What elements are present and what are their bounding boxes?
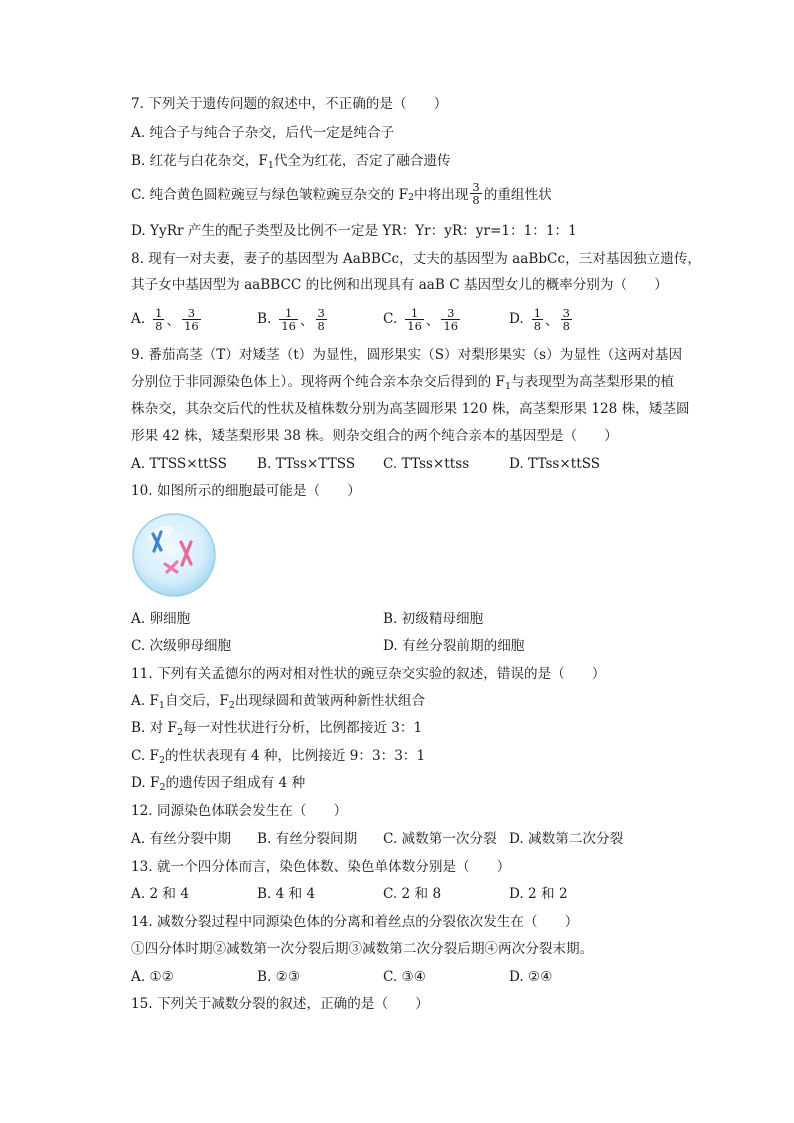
q11-a-subscript-2: 2 bbox=[228, 700, 235, 711]
q9-stem-line1: 9. 番茄高茎（T）对矮茎（t）为显性，圆形果实（S）对梨形果实（s）为显性（这两对基因 bbox=[131, 347, 683, 363]
q13-option-d: D. 2 和 2 bbox=[509, 886, 568, 902]
q13-stem: 13. 就一个四分体而言，染色体数、染色单体数分别是（ ） bbox=[131, 859, 511, 875]
q14-option-d: D. ②④ bbox=[509, 969, 553, 985]
q9-line2-text-rest: 与表现型为高茎梨形果的植 bbox=[511, 374, 675, 390]
q11-option-a bbox=[131, 692, 425, 715]
separator: 、 bbox=[425, 313, 440, 329]
cell-illustration bbox=[131, 512, 217, 598]
cell-figure bbox=[131, 512, 217, 598]
q7-option-d: D. YyRr 产生的配子类型及比例不一定是 YR：Yr：yR：yr=1：1：1：1 bbox=[131, 223, 577, 239]
q10-option-a: A. 卵细胞 bbox=[131, 611, 191, 627]
q11-c-text-rest: 的性状表现有 4 种，比例接近 9：3：3：1 bbox=[165, 748, 426, 764]
q13-option-c: C. 2 和 8 bbox=[383, 886, 442, 902]
fraction bbox=[405, 307, 424, 332]
q9-option-d: D. TTss×ttSS bbox=[509, 456, 601, 472]
q11-a-text: A. F bbox=[131, 693, 159, 709]
cell-membrane bbox=[133, 514, 215, 596]
option-label: D. bbox=[509, 311, 524, 327]
q11-b-text-rest: 每一对性状进行分析，比例都接近 3：1 bbox=[183, 720, 423, 736]
q10-option-d: D. 有丝分裂前期的细胞 bbox=[383, 638, 525, 654]
q11-c-subscript: 2 bbox=[159, 755, 166, 766]
q11-b-subscript: 2 bbox=[176, 727, 184, 738]
fraction bbox=[532, 307, 543, 332]
q7-c-text-mid: 中将出现 bbox=[414, 187, 469, 203]
q7-c-text-rest: 的重组性状 bbox=[483, 187, 552, 203]
option-label: A. bbox=[131, 311, 146, 327]
fraction-numerator: 3 bbox=[562, 305, 570, 320]
q11-a-text-mid: 自交后，F bbox=[164, 693, 229, 709]
q9-stem-line4: 形果 42 株，矮茎梨形果 38 株。则杂交组合的两个纯合亲本的基因型是（ ） bbox=[131, 428, 618, 444]
q12-option-c: C. 减数第一次分裂 bbox=[383, 831, 497, 847]
q12-stem: 12. 同源染色体联会发生在（ ） bbox=[131, 803, 348, 819]
q11-option-d bbox=[131, 774, 305, 797]
fraction-denominator: 16 bbox=[407, 318, 422, 333]
q7-c-subscript: 2 bbox=[408, 191, 415, 203]
q7-c-fraction bbox=[470, 181, 481, 206]
fraction-denominator: 8 bbox=[317, 318, 325, 333]
separator: 、 bbox=[166, 313, 181, 329]
q11-a-text-rest: 出现绿圆和黄皱两种新性状组合 bbox=[234, 693, 426, 709]
q7-c-text: C. 纯合黄色圆粒豌豆与绿色皱粒豌豆杂交的 F bbox=[131, 187, 408, 203]
q12-option-b: B. 有丝分裂间期 bbox=[257, 831, 358, 847]
fraction bbox=[279, 307, 298, 332]
q15-stem: 15. 下列关于减数分裂的叙述，正确的是（ ） bbox=[131, 996, 429, 1012]
q14-option-a: A. ①② bbox=[131, 969, 174, 985]
q7-b-text-rest: 代全为红花，否定了融合遗传 bbox=[273, 153, 451, 169]
fraction-numerator: 1 bbox=[155, 305, 163, 320]
q11-option-c bbox=[131, 747, 425, 770]
q7-b-text: B. 红花与白花杂交，F bbox=[131, 153, 268, 169]
separator: 、 bbox=[545, 313, 559, 329]
fraction-denominator: 8 bbox=[472, 192, 480, 207]
q11-a-subscript: 1 bbox=[158, 700, 165, 711]
q10-option-c: C. 次级卵母细胞 bbox=[131, 638, 232, 654]
q11-stem: 11. 下列有关孟德尔的两对相对性状的豌豆杂交实验的叙述，错误的是（ ） bbox=[131, 666, 606, 682]
q8-stem-line2: 其子女中基因型为 aaBBCC 的比例和出现具有 aaB C 基因型女儿的概率分别为（ ） bbox=[131, 277, 668, 293]
q7-stem: 7. 下列关于遗传问题的叙述中，不正确的是（ ） bbox=[131, 96, 448, 112]
q7-option-a: A. 纯合子与纯合子杂交，后代一定是纯合子 bbox=[131, 125, 395, 141]
separator: 、 bbox=[299, 313, 314, 329]
q9-stem-line3: 株杂交，其杂交后代的性状及植株数分别为高茎圆形果 120 株，高茎梨形果 128 株，矮茎圆 bbox=[131, 401, 690, 417]
q11-b-text: B. 对 F bbox=[131, 720, 177, 736]
q10-stem: 10. 如图所示的细胞最可能是（ ） bbox=[131, 483, 361, 499]
fraction-numerator: 1 bbox=[279, 307, 298, 320]
q11-d-subscript: 2 bbox=[159, 782, 166, 793]
q12-option-d: D. 减数第二次分裂 bbox=[509, 831, 624, 847]
q13-option-b: B. 4 和 4 bbox=[257, 886, 316, 902]
fraction-numerator: 1 bbox=[533, 305, 542, 320]
fraction-denominator: 8 bbox=[155, 318, 163, 333]
q14-option-b: B. ②③ bbox=[257, 969, 301, 985]
q14-stem: 14. 减数分裂过程中同源染色体的分离和着丝点的分裂依次发生在（ ） bbox=[131, 914, 579, 930]
q8-option-d bbox=[509, 302, 574, 336]
q11-d-text-rest: 的遗传因子组成有 4 种 bbox=[165, 775, 306, 791]
fraction-denominator: 16 bbox=[281, 318, 296, 333]
q7-b-subscript: 1 bbox=[267, 160, 274, 171]
fraction bbox=[561, 307, 572, 332]
q9-line2-text: 分别位于非同源染色体上）。现将两个纯合亲本杂交后得到的 F bbox=[131, 374, 505, 390]
fraction-numerator: 3 bbox=[472, 179, 480, 194]
q12-option-a: A. 有丝分裂中期 bbox=[131, 831, 232, 847]
fraction-numerator: 3 bbox=[317, 305, 325, 320]
fraction-denominator: 8 bbox=[562, 318, 570, 333]
fraction-numerator: 1 bbox=[405, 307, 424, 320]
fraction-numerator: 3 bbox=[182, 307, 201, 320]
fraction bbox=[441, 307, 460, 332]
q9-option-c: C. TTss×ttss bbox=[383, 456, 470, 472]
fraction bbox=[182, 307, 201, 332]
q11-option-b bbox=[131, 719, 422, 742]
q9-option-b: B. TTss×TTSS bbox=[257, 456, 356, 472]
q8-stem-line1: 8. 现有一对夫妻，妻子的基因型为 AaBBCc，丈夫的基因型为 aaBbCc，三对基因独立遗传， bbox=[131, 251, 702, 267]
q11-d-text: D. F bbox=[131, 775, 160, 791]
q8-option-b bbox=[257, 302, 329, 336]
q8-option-c bbox=[383, 302, 462, 336]
q14-stem-line2: ①四分体时期②减数第一次分裂后期③减数第二次分裂后期④两次分裂末期。 bbox=[131, 941, 594, 957]
q11-c-text: C. F bbox=[131, 748, 159, 764]
fraction-denominator: 8 bbox=[533, 318, 542, 333]
q14-option-c: C. ③④ bbox=[383, 969, 426, 985]
q8-option-a bbox=[131, 302, 203, 336]
q7-option-b bbox=[131, 152, 451, 175]
q13-option-a: A. 2 和 4 bbox=[131, 886, 189, 902]
fraction-numerator: 3 bbox=[441, 307, 460, 320]
fraction-denominator: 16 bbox=[443, 318, 459, 333]
fraction bbox=[316, 307, 327, 332]
fraction bbox=[153, 307, 164, 332]
q7-option-c bbox=[131, 176, 552, 210]
q9-stem-line2 bbox=[131, 373, 674, 396]
q9-option-a: A. TTSS×ttSS bbox=[131, 456, 227, 472]
q10-option-b: B. 初级精母细胞 bbox=[383, 611, 484, 627]
option-label: C. bbox=[383, 311, 398, 327]
option-label: B. bbox=[257, 311, 272, 327]
fraction-denominator: 16 bbox=[184, 318, 199, 333]
q9-line2-subscript: 1 bbox=[504, 381, 512, 392]
